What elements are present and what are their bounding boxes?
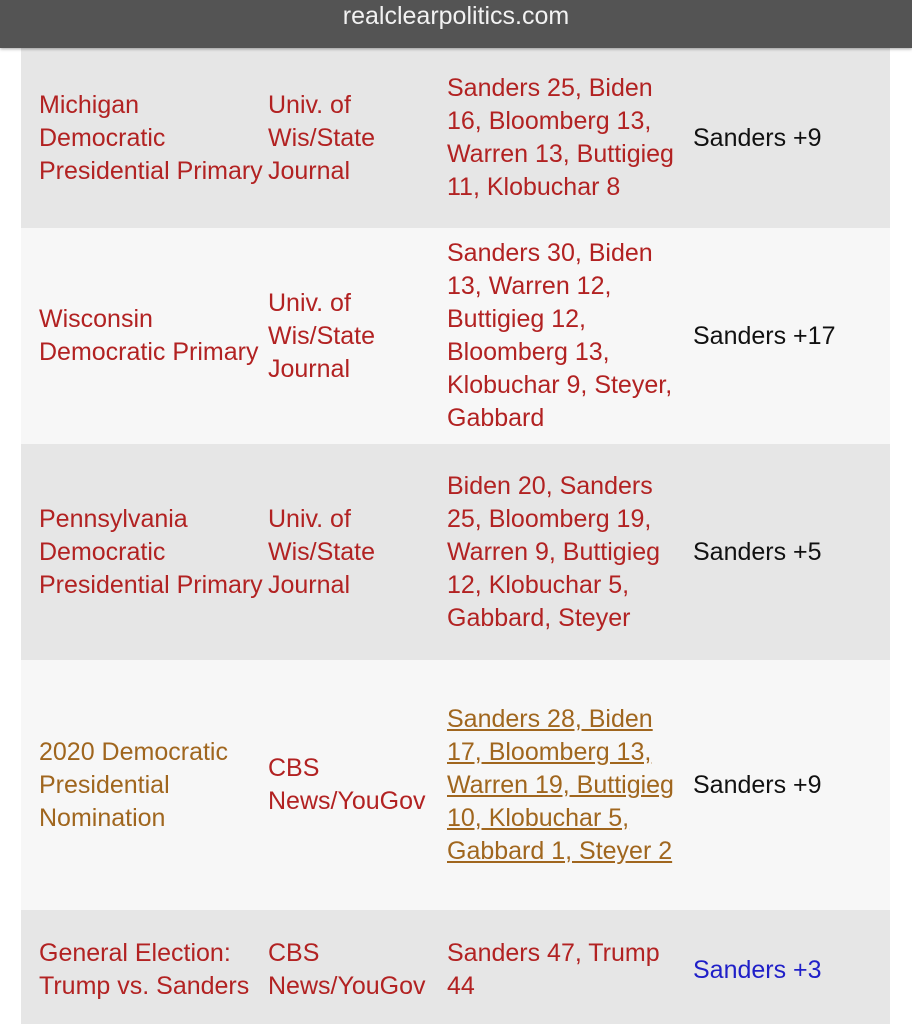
results-cell (447, 660, 693, 910)
results-text: Sanders 47, Trump 44 (447, 939, 660, 1000)
table-row (21, 48, 890, 228)
race-cell[interactable] (21, 48, 268, 228)
table-row (21, 228, 890, 444)
page-margin (890, 48, 912, 1024)
spread-text: Sanders +3 (693, 955, 822, 984)
latest-polls-table (21, 48, 890, 1024)
pollster-link[interactable]: Univ. of Wis/State Journal (268, 90, 375, 185)
race-link[interactable]: Wisconsin Democratic Primary (39, 305, 259, 366)
race-cell[interactable] (21, 910, 268, 1024)
results-cell (447, 910, 693, 1024)
spread-cell (693, 910, 890, 1024)
pollster-cell (268, 228, 447, 444)
address-bar[interactable] (0, 0, 912, 48)
spread-text: Sanders +9 (693, 123, 822, 152)
race-link[interactable]: 2020 Democratic Presidential Nomination (39, 737, 228, 832)
table-row (21, 444, 890, 660)
spread-cell (693, 444, 890, 660)
spread-text: Sanders +9 (693, 770, 822, 799)
spread-text: Sanders +5 (693, 537, 822, 566)
table-row (21, 660, 890, 910)
results-cell (447, 444, 693, 660)
race-cell[interactable] (21, 228, 268, 444)
race-link[interactable]: Michigan Democratic Presidential Primary (39, 90, 263, 185)
pollster-cell (268, 910, 447, 1024)
table-row (21, 910, 890, 1024)
spread-cell (693, 48, 890, 228)
pollster-link[interactable]: CBS News/YouGov (268, 939, 426, 1000)
pollster-link[interactable]: CBS News/YouGov (268, 754, 426, 815)
race-link[interactable]: Pennsylvania Democratic Presidential Primary (39, 504, 263, 599)
pollster-link[interactable]: Univ. of Wis/State Journal (268, 504, 375, 599)
results-link[interactable]: Sanders 28, Biden 17, Bloomberg 13, Warren 19, Buttigieg 10, Klobuchar 5, Gabbard 1, Steyer 2 (447, 704, 674, 865)
spread-cell (693, 228, 890, 444)
race-cell[interactable] (21, 444, 268, 660)
race-cell[interactable] (21, 660, 268, 910)
poll-page (0, 48, 912, 1024)
race-link[interactable]: General Election: Trump vs. Sanders (39, 939, 250, 1000)
results-cell (447, 48, 693, 228)
url-text: realclearpolitics.com (342, 2, 570, 30)
pollster-link[interactable]: Univ. of Wis/State Journal (268, 288, 375, 383)
results-text: Sanders 25, Biden 16, Bloomberg 13, Warren 13, Buttigieg 11, Klobuchar 8 (447, 74, 674, 201)
results-cell (447, 228, 693, 444)
pollster-cell (268, 48, 447, 228)
pollster-cell (268, 444, 447, 660)
results-text: Sanders 30, Biden 13, Warren 12, Buttigieg 12, Bloomberg 13, Klobuchar 9, Steyer, Gabbard (447, 239, 673, 432)
spread-cell (693, 660, 890, 910)
spread-text: Sanders +17 (693, 321, 836, 350)
pollster-cell (268, 660, 447, 910)
results-text: Biden 20, Sanders 25, Bloomberg 19, Warren 9, Buttigieg 12, Klobuchar 5, Gabbard, Steyer (447, 471, 661, 632)
